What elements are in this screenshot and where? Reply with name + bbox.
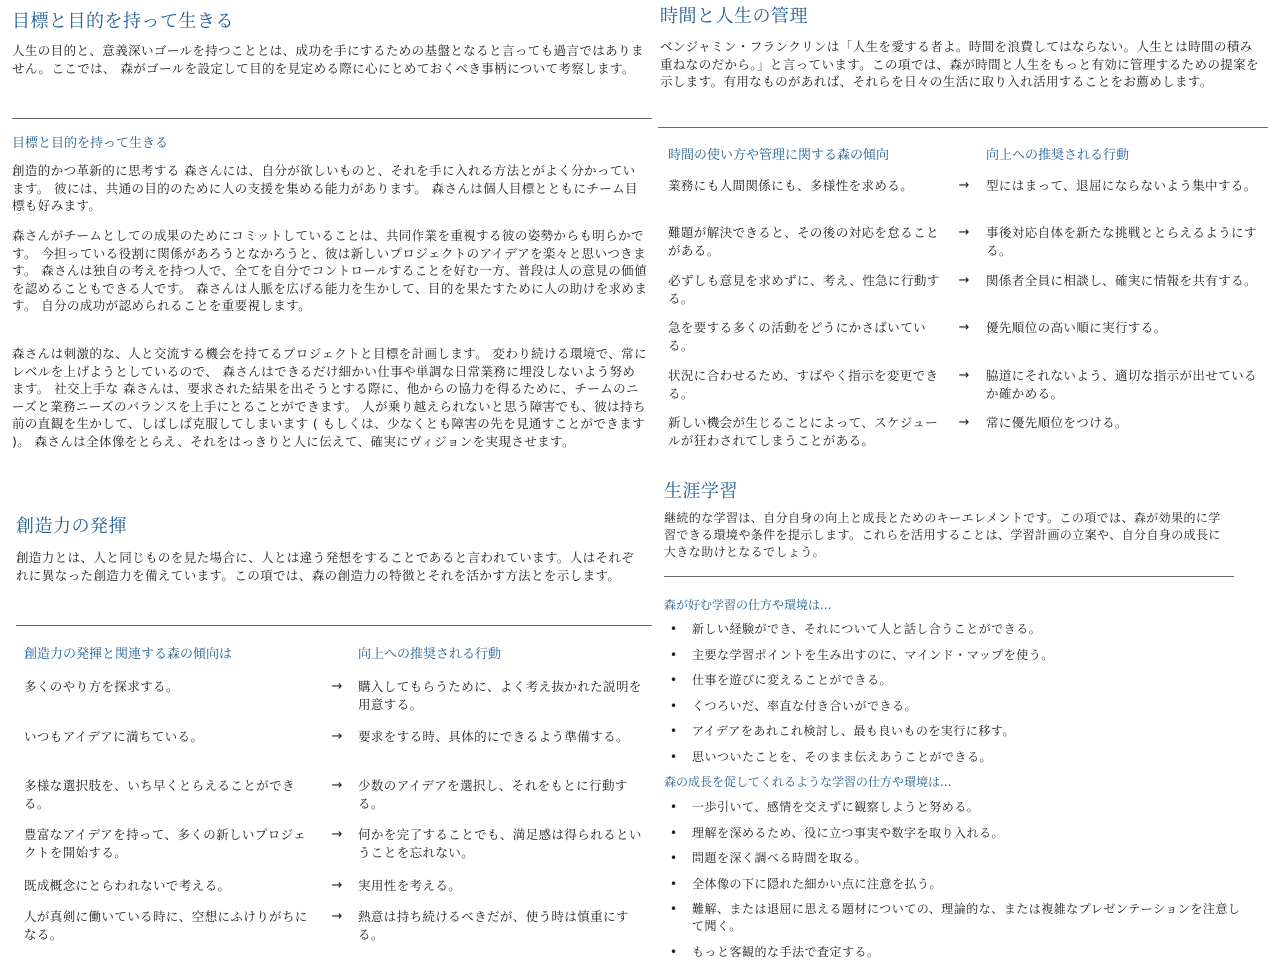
table-row	[668, 224, 1258, 260]
learning-intro: 継続的な学習は、自分自身の向上と成長とためのキーエレメントです。この項では、森が効果的に学習できる環境や条件を提示します。これらを活用することは、学習計画の立案や、自分自身の成長に大きな助けとなるでしょう。	[664, 511, 1221, 559]
divider	[16, 625, 652, 626]
table-row	[24, 877, 646, 895]
bullet-icon: •	[670, 944, 678, 959]
tendency-cell: 急を要する多くの活動をどうにかさばいている。	[668, 320, 927, 353]
arrow-icon: →	[958, 273, 970, 288]
creativity-col-b-header: 向上への推奨される行動	[358, 647, 502, 662]
arrow-icon: →	[331, 827, 343, 842]
arrow-icon: →	[331, 909, 343, 924]
list-item: • 仕事を遊びに変えることができる。	[670, 673, 893, 687]
goals-subtitle: 目標と目的を持って生きる	[12, 136, 169, 151]
list-item: • 主要な学習ポイントを生み出すのに、マインド・マップを使う。	[670, 647, 1054, 662]
learning-list2-header: 森の成長を促してくれるような学習の仕方や環境は...	[664, 775, 952, 789]
time-col-a-header: 時間の使い方や管理に関する森の傾向	[668, 148, 890, 163]
arrow-icon: →	[958, 368, 970, 383]
goals-intro: 人生の目的と、意義深いゴールを持つこととは、成功を手にするための基盤となると言っても過言ではありません。ここでは、 森がゴールを設定して目的を見定める際に心にとめておくべき事柄について考察します。	[12, 43, 644, 76]
section-title-time: 時間と人生の管理	[660, 6, 808, 27]
bullet-icon: •	[670, 902, 678, 916]
action-cell: 優先順位の高い順に実行する。	[986, 320, 1167, 335]
list-item: • くつろいだ、率直な付き合いができる。	[670, 698, 918, 713]
action-cell: 事後対応自体を新たな挑戦ととらえるようにする。	[986, 225, 1257, 258]
divider	[658, 127, 1268, 128]
arrow-icon: →	[958, 415, 970, 430]
bullet-icon: •	[670, 876, 678, 891]
action-cell: 何かを完了することでも、満足感は得られるということを忘れない。	[358, 827, 642, 860]
table-row	[668, 177, 1258, 195]
creativity-col-a-header: 創造力の発揮と関連する森の傾向は	[24, 647, 233, 662]
list-item: • 新しい経験ができ、それについて人と話し合うことができる。	[670, 622, 1042, 636]
tendency-cell: 豊富なアイデアを持って、多くの新しいプロジェクトを開始する。	[24, 827, 307, 860]
arrow-icon: →	[331, 729, 343, 744]
tendency-cell: いつもアイデアに満ちている。	[24, 729, 204, 744]
time-col-b-header: 向上への推奨される行動	[986, 148, 1130, 163]
action-cell: 購入してもらうために、よく考え抜かれた説明を用意する。	[358, 679, 642, 712]
bullet-icon: •	[670, 698, 678, 713]
bullet-icon: •	[670, 851, 678, 865]
table-row	[668, 367, 1258, 403]
arrow-icon: →	[331, 679, 343, 694]
time-intro: ベンジャミン・フランクリンは「人生を愛する者よ。時間を浪費してはならない。人生とは時間の積み重ねなのだから。」と言っています。この項では、森が時間と人生をもっと有効に管理するための提案を示します。有用なものがあれば、それらを日々の生活に取り入れ活用することをお薦めします。	[660, 39, 1260, 89]
tendency-cell: 既成概念にとらわれないで考える。	[24, 878, 231, 893]
arrow-icon: →	[958, 178, 970, 193]
list-item: • もっと客観的な手法で査定する。	[670, 944, 880, 959]
arrow-icon: →	[331, 778, 343, 793]
action-cell: 常に優先順位をつける。	[986, 415, 1128, 430]
tendency-cell: 状況に合わせるため、すばやく指示を変更できる。	[668, 368, 939, 401]
goals-paragraph-3: 森さんは刺激的な、人と交流する機会を持てるプロジェクトと目標を計画します。 変わり続ける環境で、常にレベルを上げようとしているので、 森さんはできるだけ細かい仕事や単調な日常業務に埋没しないよう努めます。 社交上手な 森さんは、要求された結果を出そうとする際に、他からの協力を得るために、チームのニーズと業務ニーズのバランスを上手にとることができます。 人が乗り越えられないと思う障害でも、彼は持ち前の直観を生かして、しばしば克服してしまいます ( もしくは、少なくとも障害の先を見通すことができます )。 森さんは全体像をとらえ、それをはっきりと人に伝えて、確実にヴィジョンを実現させます。	[12, 346, 647, 449]
section-title-lifelong-learning: 生涯学習	[664, 481, 738, 502]
learning-list1-header: 森が好む学習の仕方や環境は...	[664, 598, 832, 612]
action-cell: 少数のアイデアを選択し、それをもとに行動する。	[358, 778, 628, 811]
table-row	[24, 777, 646, 813]
table-row	[668, 319, 1258, 355]
tendency-cell: 多様な選択肢を、いち早くとらえることができる。	[24, 778, 295, 811]
list-item: • 理解を深めるため、役に立つ事実や数字を取り入れる。	[670, 825, 1005, 840]
table-row	[668, 414, 1258, 450]
section-title-goals: 目標と目的を持って生きる	[12, 11, 234, 32]
section-title-creativity: 創造力の発揮	[16, 516, 127, 537]
tendency-cell: 難題が解決できると、その後の対応を怠ることがある。	[668, 225, 939, 258]
table-row	[24, 826, 646, 862]
tendency-cell: 多くのやり方を探求する。	[24, 679, 179, 694]
tendency-cell: 人が真剣に働いている時に、空想にふけりがちになる。	[24, 909, 308, 942]
goals-paragraph-1: 創造的かつ革新的に思考する 森さんには、自分が欲しいものと、それを手に入れる方法とがよく分かっています。 彼には、共通の目的のために人の支援を集める能力があります。 森さんは個人目標とともにチーム目標も好みます。	[12, 163, 638, 213]
tendency-cell: 業務にも人間関係にも、多様性を求める。	[668, 178, 914, 193]
bullet-icon: •	[670, 673, 678, 687]
bullet-icon: •	[670, 647, 678, 662]
list-item: • アイデアをあれこれ検討し、最も良いものを実行に移す。	[670, 724, 1015, 738]
bullet-icon: •	[670, 724, 678, 738]
table-row	[24, 908, 646, 944]
divider	[664, 576, 1234, 577]
list-item: • 難解、または退屈に思える題材についての、理論的な、または複雑なプレゼンテーションを注意して聞く。	[670, 902, 1241, 933]
table-row	[24, 678, 646, 714]
action-cell: 要求をする時、具体的にできるよう準備する。	[358, 729, 629, 744]
list-item: • 問題を深く調べる時間を取る。	[670, 851, 868, 865]
arrow-icon: →	[331, 878, 343, 893]
action-cell: 関係者全員に相談し、確実に情報を共有する。	[986, 273, 1257, 288]
list-item: • 思いついたことを、そのまま伝えあうことができる。	[670, 749, 993, 764]
bullet-icon: •	[670, 825, 678, 840]
arrow-icon: →	[958, 320, 970, 335]
tendency-cell: 新しい機会が生じることによって、スケジュールが狂わされてしまうことがある。	[668, 415, 939, 448]
preferred-learning-list	[664, 621, 1244, 766]
list-item: • 一歩引いて、感情を交えずに観察しようと努める。	[670, 800, 980, 814]
goals-paragraph-2: 森さんがチームとしての成果のためにコミットしていることは、共同作業を重視する彼の姿勢からも明らかです。 今担っている役割に関係があろうとなかろうと、彼は新しいプロジェクトのアイデアを楽々と思いつきます。 森さんは独自の考えを持つ人で、全てを自分でコントロールすることを好む一方、普段は人の意見の価値を認めることもできる人です。 森さんは人脈を広げる能力を生かして、目的を果たすために人の助けを求めます。 自分の成功が認められることを重要視します。	[12, 228, 648, 313]
bullet-icon: •	[670, 622, 678, 636]
table-row	[668, 272, 1258, 308]
action-cell: 型にはまって、退屈にならないよう集中する。	[986, 178, 1257, 193]
bullet-icon: •	[670, 749, 678, 764]
table-row	[24, 728, 646, 746]
list-item: • 全体像の下に隠れた細かい点に注意を払う。	[670, 876, 943, 891]
action-cell: 脇道にそれないよう、適切な指示が出せているか確かめる。	[986, 368, 1257, 401]
action-cell: 熱意は持ち続けるべきだが、使う時は慎重にする。	[358, 909, 629, 942]
tendency-cell: 必ずしも意見を求めずに、考え、性急に行動する。	[668, 273, 940, 306]
action-cell: 実用性を考える。	[358, 878, 462, 893]
bullet-icon: •	[670, 800, 678, 814]
arrow-icon: →	[958, 225, 970, 240]
growth-learning-list	[664, 799, 1244, 961]
creativity-intro: 創造力とは、人と同じものを見た場合に、人とは違う発想をすることであると言われています。人はそれぞれに異なった創造力を備えています。この項では、森の創造力の特徴とそれを活かす方法とを示します。	[16, 550, 635, 583]
divider	[12, 118, 652, 119]
